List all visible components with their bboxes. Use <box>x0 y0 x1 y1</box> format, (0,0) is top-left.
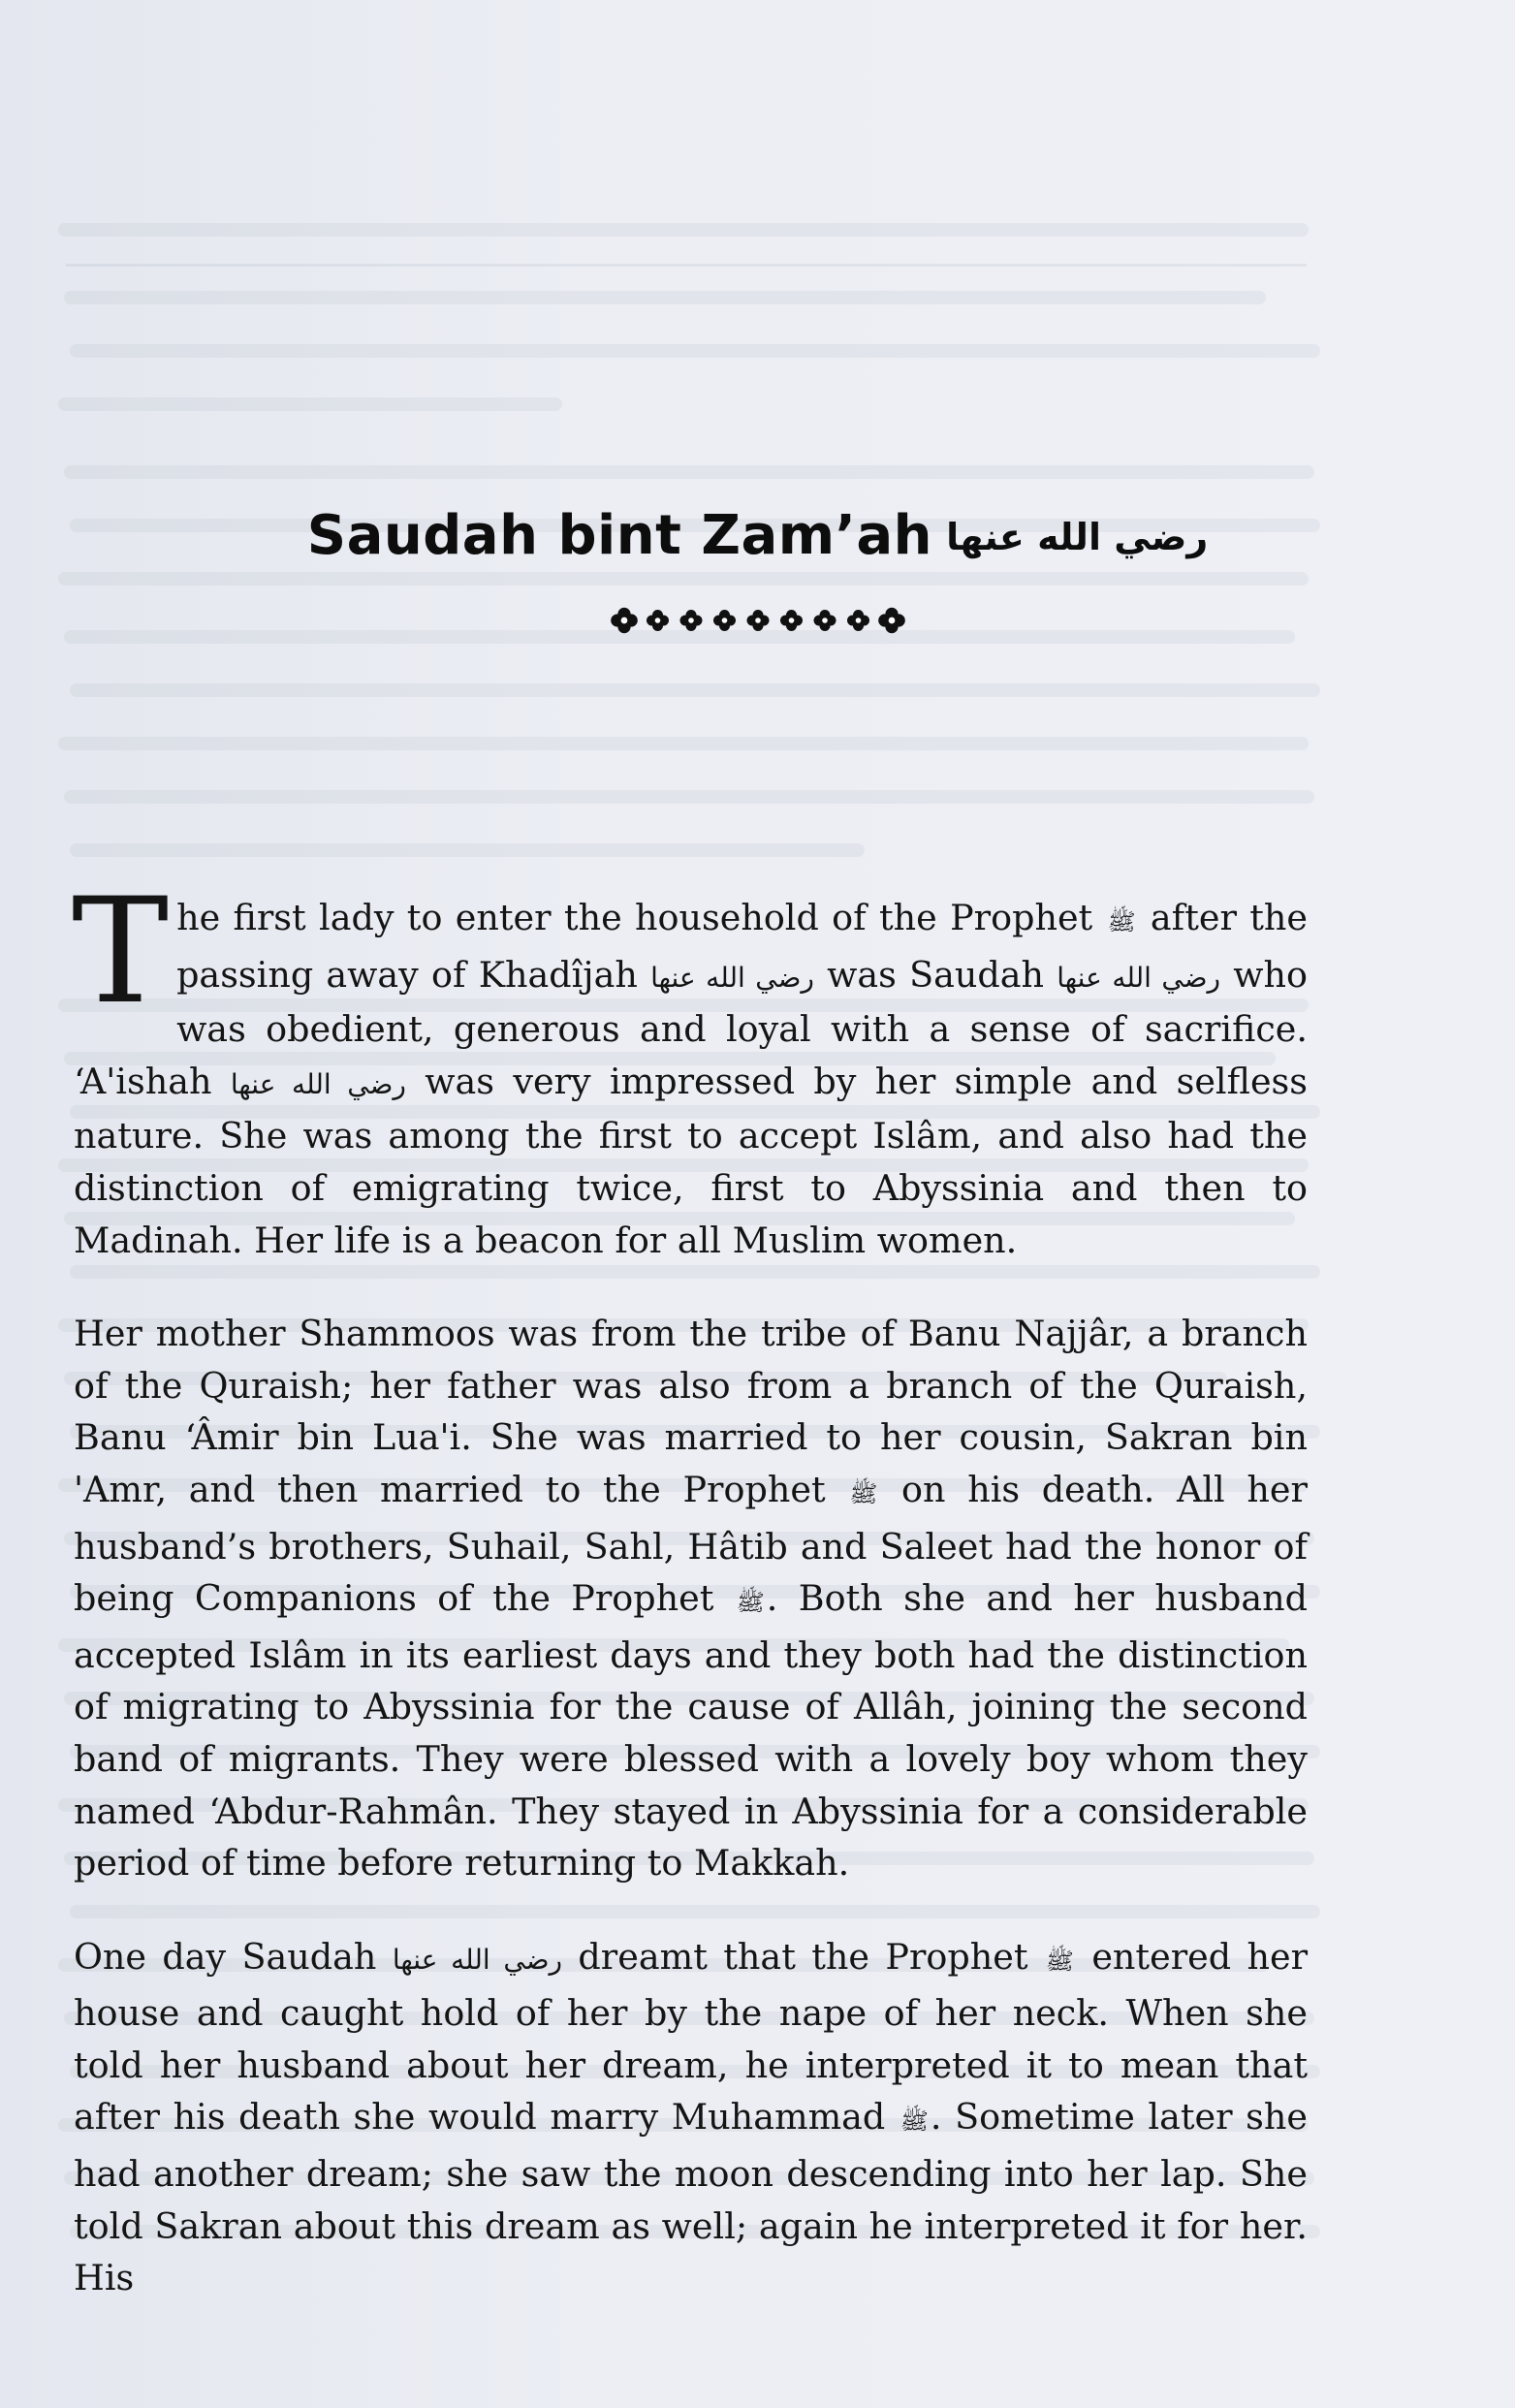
paragraph-3 <box>74 1931 1308 2304</box>
chapter-honorific: رضي الله عنها <box>946 516 1209 558</box>
text-run: One day Saudah <box>74 1935 377 1978</box>
text-run: entered her house and caught hold of her by the nape of her neck. When she told her husband about her dream, he interpreted it to mean that after his death she would marry Muhammad <box>74 1935 1309 2139</box>
bleed-through-rule <box>66 264 1307 267</box>
bleed-through-line <box>58 572 1309 586</box>
ornament-flower <box>611 608 638 633</box>
text-run: . Both she and her husband accepted Islâm in its earliest days and they both had the distinction of migrating to Abyssinia for the cause of Allâh, joining the second band of migrants. They were blessed with a lovely boy whom they named ‘Abdur-Rahmân. They stayed in Abyssinia for a considerable period of time before returning to Makkah. <box>74 1577 1308 1885</box>
paragraph-2 <box>74 1308 1308 1889</box>
ornament-svg <box>608 599 908 638</box>
bleed-through-line <box>58 223 1309 237</box>
ornament-flower <box>878 608 905 633</box>
paragraph-1 <box>72 868 1309 1266</box>
text-run: was very impressed by her simple and selfless nature. She was among the first to accept Islâm, and also had the distinction of emigrating twice, first to Abyssinia and then to Madinah. Her life is a beacon for all Muslim women. <box>74 1060 1309 1261</box>
body-text <box>72 868 1309 2346</box>
bleed-through-line <box>70 843 865 857</box>
bleed-through-line <box>64 790 1314 804</box>
bleed-through-line <box>70 344 1320 358</box>
ornament-flower <box>713 610 736 631</box>
arabic-honorific: رضي الله عنها <box>1057 961 1221 994</box>
arabic-honorific: رضي الله عنها <box>392 1943 563 1976</box>
salawat-symbol: ﷺ <box>736 1589 765 1617</box>
chapter-heading <box>0 504 1515 567</box>
text-run: who was obedient, generous and loyal with a sense of sacrifice. ‘A'ishah <box>74 953 1309 1102</box>
bleed-through-line <box>64 291 1266 304</box>
text-run: was Saudah <box>827 953 1044 996</box>
arabic-honorific: رضي الله عنها <box>230 1067 406 1100</box>
salawat-symbol: ﷺ <box>900 2107 929 2136</box>
salawat-symbol: ﷺ <box>1045 1947 1074 1975</box>
text-run: Her mother Shammoos was from the tribe of Banu Najjâr, a branch of the Quraish; her father was also from a branch of the Quraish, Banu ‘Âmir bin Lua'i. She was married to her cousin, Sakran bin 'Amr, and then married to the Prophet <box>74 1313 1308 1510</box>
text-run: . Sometime later she had another dream; she saw the moon descending into her lap. She told Sakran about this dream as well; again he interpreted it for her. His <box>74 2096 1308 2299</box>
ornament-flower <box>780 610 803 631</box>
chapter-title: Saudah bint Zam’ah <box>306 504 933 567</box>
text-run: he first lady to enter the household of the Prophet <box>176 897 1093 938</box>
ornament-flower <box>813 610 836 631</box>
ornament-flower <box>847 610 869 631</box>
bleed-through-line <box>58 737 1309 750</box>
ornament-flower <box>647 610 669 631</box>
text-run: on his death. All her husband’s brothers, Suhail, Sahl, Hâtib and Saleet had the honor of being Companions of the Prophet <box>74 1468 1308 1620</box>
bleed-through-line <box>70 683 1320 697</box>
ornament-flower <box>746 610 769 631</box>
arabic-honorific: رضي الله عنها <box>650 961 814 994</box>
bleed-through-line <box>64 465 1314 479</box>
text-run: dreamt that the Prophet <box>578 1935 1028 1978</box>
floral-divider-icon <box>0 599 1515 638</box>
text-run: after the passing away of Khadîjah <box>176 897 1309 996</box>
salawat-symbol: ﷺ <box>1107 908 1136 935</box>
salawat-symbol: ﷺ <box>849 1479 878 1507</box>
bleed-through-line <box>58 397 562 411</box>
ornament-flower <box>679 610 702 631</box>
drop-cap: T <box>72 868 170 1036</box>
